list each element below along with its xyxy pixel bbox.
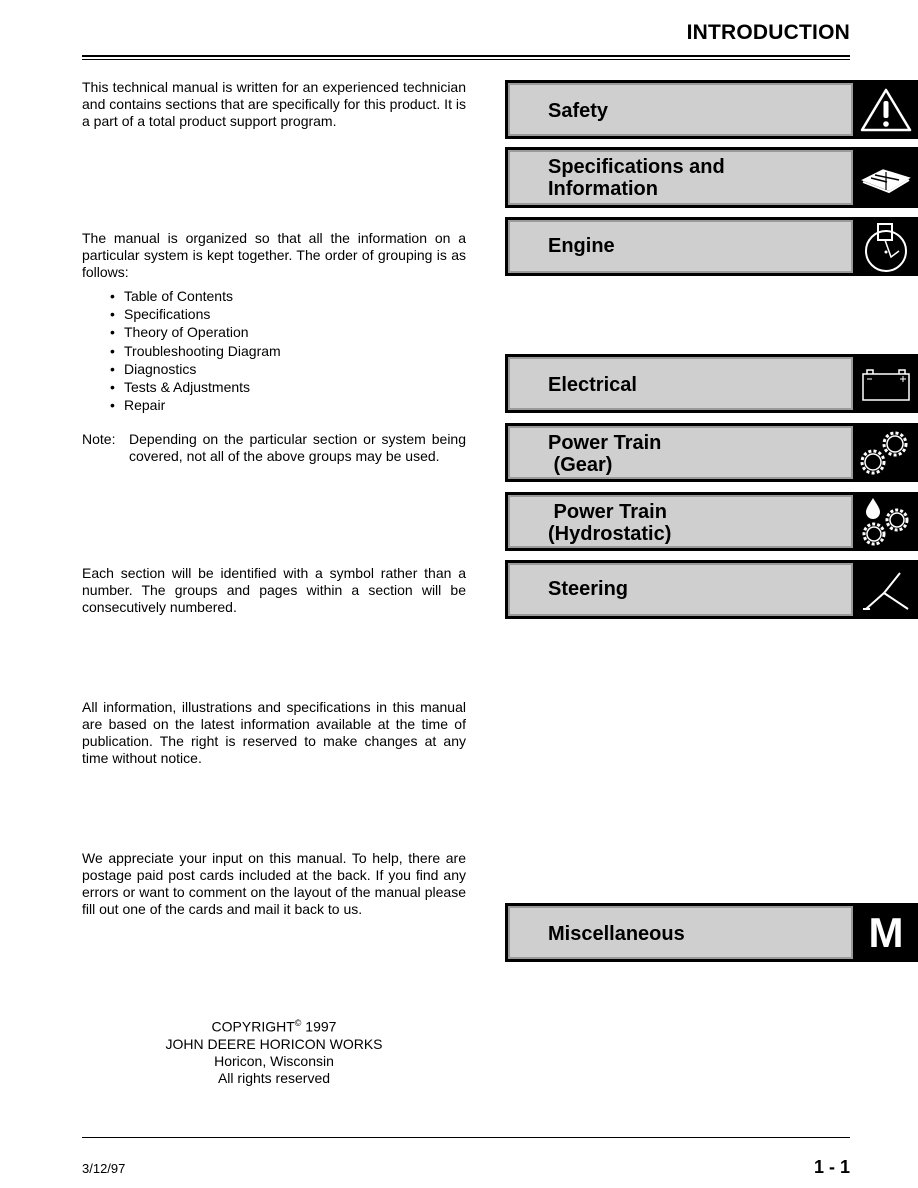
copyright-location: Horicon, Wisconsin bbox=[214, 1052, 334, 1069]
organization-paragraph: The manual is organized so that all the information on a particular system is kept together. The order of grouping is as follows: bbox=[82, 230, 466, 280]
note-label: Note: bbox=[82, 431, 116, 447]
hydrostatic-gears-icon bbox=[854, 495, 918, 548]
section-tab-specifications[interactable] bbox=[505, 147, 918, 208]
footer-date: 3/12/97 bbox=[82, 1161, 126, 1176]
section-tab-engine[interactable] bbox=[505, 217, 918, 276]
list-item: • Theory of Operation bbox=[110, 323, 281, 341]
list-item: • Troubleshooting Diagram bbox=[110, 342, 281, 360]
steering-icon bbox=[854, 563, 918, 616]
section-label: Power Train (Hydrostatic) bbox=[548, 501, 672, 545]
section-label: Power Train (Gear) bbox=[548, 432, 662, 476]
warning-triangle-icon bbox=[854, 83, 918, 136]
copyright-company: JOHN DEERE HORICON WORKS bbox=[165, 1035, 383, 1052]
list-item: • Specifications bbox=[110, 305, 281, 323]
list-item: • Repair bbox=[110, 396, 281, 414]
header-rule bbox=[82, 59, 850, 60]
section-label: Electrical bbox=[548, 374, 637, 396]
section-tab-electrical[interactable] bbox=[505, 354, 918, 413]
copyright-block bbox=[82, 1015, 466, 1087]
section-tab-power-train-gear[interactable] bbox=[505, 423, 918, 482]
page-number: 1 - 1 bbox=[813, 1157, 850, 1177]
section-label: Safety bbox=[548, 100, 609, 122]
list-item: • Tests & Adjustments bbox=[110, 378, 281, 396]
battery-icon bbox=[854, 357, 918, 410]
feedback-paragraph: We appreciate your input on this manual. To help, there are postage paid post cards included at the back. If you find any errors or want to comment on the layout of the manual please fill out one of the cards and mail it back to us. bbox=[82, 850, 466, 917]
gears-icon bbox=[854, 426, 918, 479]
copyright-year: 1997 bbox=[301, 1018, 337, 1035]
group-list bbox=[110, 287, 281, 414]
section-label: Specifications and Information bbox=[548, 156, 725, 200]
engine-piston-icon bbox=[854, 220, 918, 273]
page-title: INTRODUCTION bbox=[686, 21, 850, 44]
section-tab-power-train-hydrostatic[interactable] bbox=[505, 492, 918, 551]
section-label: Steering bbox=[548, 578, 629, 600]
section-tab-safety[interactable] bbox=[505, 80, 918, 139]
information-paragraph: All information, illustrations and specifications in this manual are based on the latest information available at the time of publication. The right is reserved to make changes at any time without notice. bbox=[82, 699, 466, 766]
copyright-rights: All rights reserved bbox=[217, 1069, 331, 1086]
identification-paragraph: Each section will be identified with a symbol rather than a number. The groups and pages within a section will be consecutively numbered. bbox=[82, 565, 466, 615]
copyright-label: COPYRIGHT bbox=[211, 1018, 295, 1035]
section-label: Miscellaneous bbox=[548, 923, 685, 945]
open-book-icon bbox=[854, 150, 918, 205]
footer-rule bbox=[82, 1137, 850, 1138]
letter-m-icon: M bbox=[868, 908, 904, 956]
note bbox=[82, 431, 466, 465]
intro-paragraph: This technical manual is written for an experienced technician and contains sections that are specifically for this product. It is a part of a total product support program. bbox=[82, 79, 466, 129]
header-rule bbox=[82, 55, 850, 57]
note-text: Depending on the particular section or system being covered, not all of the above groups may be used. bbox=[129, 431, 466, 464]
copyright-symbol: © bbox=[294, 1018, 302, 1028]
section-tab-steering[interactable] bbox=[505, 560, 918, 619]
list-item: • Table of Contents bbox=[110, 287, 281, 305]
section-tab-miscellaneous[interactable] bbox=[505, 903, 918, 962]
section-label: Engine bbox=[548, 235, 615, 257]
list-item: • Diagnostics bbox=[110, 360, 281, 378]
